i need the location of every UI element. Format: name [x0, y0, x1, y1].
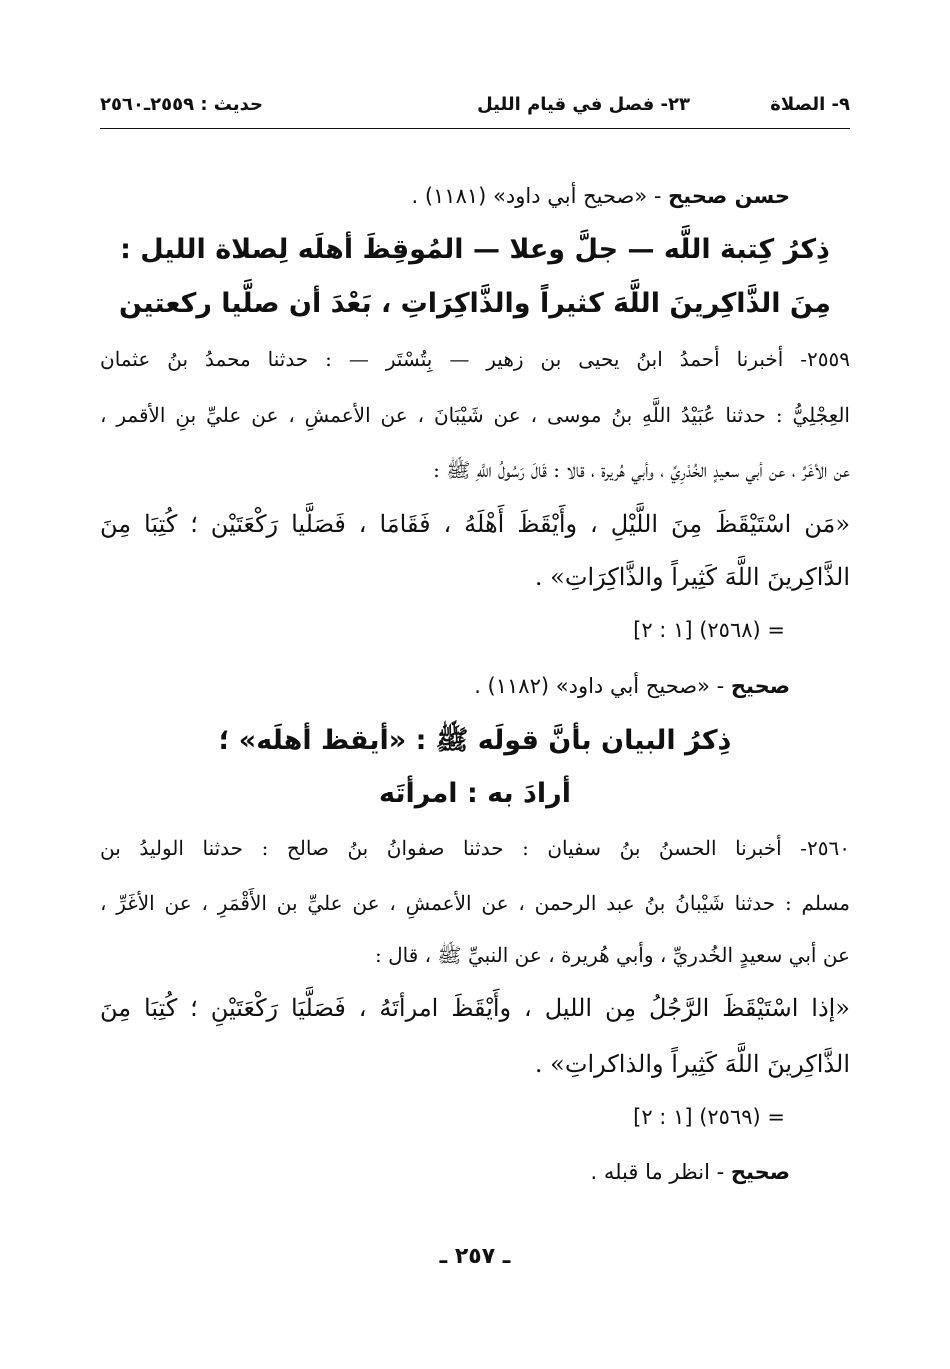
hadith-2559-isnad-line-3: عن الأغَرِّ ، عن أبي سعيدٍ الخُدْرِيِّ ، وأبي هُريرة ، قالا : قَالَ رَسُولُ اللَّهِ ﷺ : — [433, 458, 850, 482]
grade-label: حسن صحيح — [668, 184, 790, 208]
hadith-2559-grade — [474, 676, 790, 697]
hadith-2559-matn-line-1: «مَن اسْتَيْقَظَ مِنَ اللَّيْلِ ، وأَيْقَظَ أَهْلَهُ ، فَقَامَا ، فَصَلَّيا رَكْعَتَيْن ؛ كُتِبَا مِنَ — [100, 510, 850, 538]
chapter-heading-2-line-1: ذِكرُ البيان بأنَّ قولَه ﷺ : «أيقظ أهلَه» ؛ — [218, 725, 732, 756]
grade-source: - «صحيح أبي داود» (١١٨٢) . — [474, 674, 731, 698]
chapter-heading-1-line-2: مِنَ الذَّاكِرينَ اللَّهَ كثيراً والذَّاكِرَاتِ ، بَعْدَ أن صلَّيا ركعتين — [119, 288, 831, 319]
hadith-2560-grade — [591, 1162, 791, 1183]
hadith-2560-isnad-line-1: ٢٥٦٠- أخبرنا الحسنُ بنُ سفيان : حدثنا صفوانُ بنُ صالح : حدثنا الوليدُ بن — [100, 836, 850, 860]
hadith-2560-isnad-line-3: عن أبي سعيدٍ الخُدريِّ ، وأبي هُريرة ، عن النبيِّ ﷺ ، قال : — [374, 943, 850, 967]
hadith-2559-matn-line-2: الذَّاكِرينَ اللَّهَ كَثِيراً والذَّاكِرَاتِ» . — [534, 563, 850, 591]
prior-hadith-grade — [411, 186, 790, 207]
running-header — [100, 88, 850, 128]
hadith-2560-isnad-line-2: مسلم : حدثنا شَيْبانُ بنُ عبد الرحمن ، عن الأعمشِ ، عن عليِّ بن الأَقْمَرِ ، عن الأغَرِّ ، — [100, 891, 850, 915]
chapter-heading-2-line-2: أرادَ به : امرأتَه — [379, 778, 571, 809]
grade-source: - «صحيح أبي داود» (١١٨١) . — [411, 184, 669, 208]
header-chapter: ٩- الصلاة — [770, 94, 850, 115]
grade-label: صحيح — [730, 1160, 790, 1184]
grade-label: صحيح — [730, 674, 790, 698]
hadith-2559-isnad-line-1: ٢٥٥٩- أخبرنا أحمدُ ابنُ يحيى بن زهير — بِتُسْتَر — : حدثنا محمدُ بنُ عثمان — [100, 347, 850, 371]
hadith-2559-reference: = (٢٥٦٨) [١ : ٢] — [633, 618, 785, 642]
chapter-heading-1-line-1: ذِكرُ كِتبة اللَّه — جلَّ وعلا — المُوقِظَ أهلَه لِصلاة الليل : — [120, 234, 830, 265]
header-divider — [100, 128, 850, 129]
page-number: ـ ٢٥٧ ـ — [439, 1244, 511, 1269]
hadith-2560-matn-line-2: الذَّاكِرينَ اللَّهَ كَثِيراً والذاكراتِ» . — [534, 1050, 850, 1078]
grade-source: - انظر ما قبله . — [590, 1160, 731, 1184]
hadith-2559-isnad-line-2: العِجْلِيُّ : حدثنا عُبَيْدُ اللَّهِ بنُ موسى ، عن شَيْبَانَ ، عن الأعمشِ ، عن عليِّ بنِ الأقمر ، — [100, 403, 850, 427]
header-hadith-range: حديث : ٢٥٥٩ـ٢٥٦٠ — [100, 94, 263, 115]
hadith-2560-matn-line-1: «إذا اسْتَيْقَظَ الرَّجُلُ مِن الليل ، وأَيْقَظَ امرأتَهُ ، فَصَلَّيَا رَكْعَتَيْنِ ؛ كُتِبَا مِنَ — [100, 994, 850, 1022]
header-section: ٢٣- فصل في قيام الليل — [477, 94, 690, 115]
hadith-2560-reference: = (٢٥٦٩) [١ : ٢] — [633, 1105, 785, 1129]
